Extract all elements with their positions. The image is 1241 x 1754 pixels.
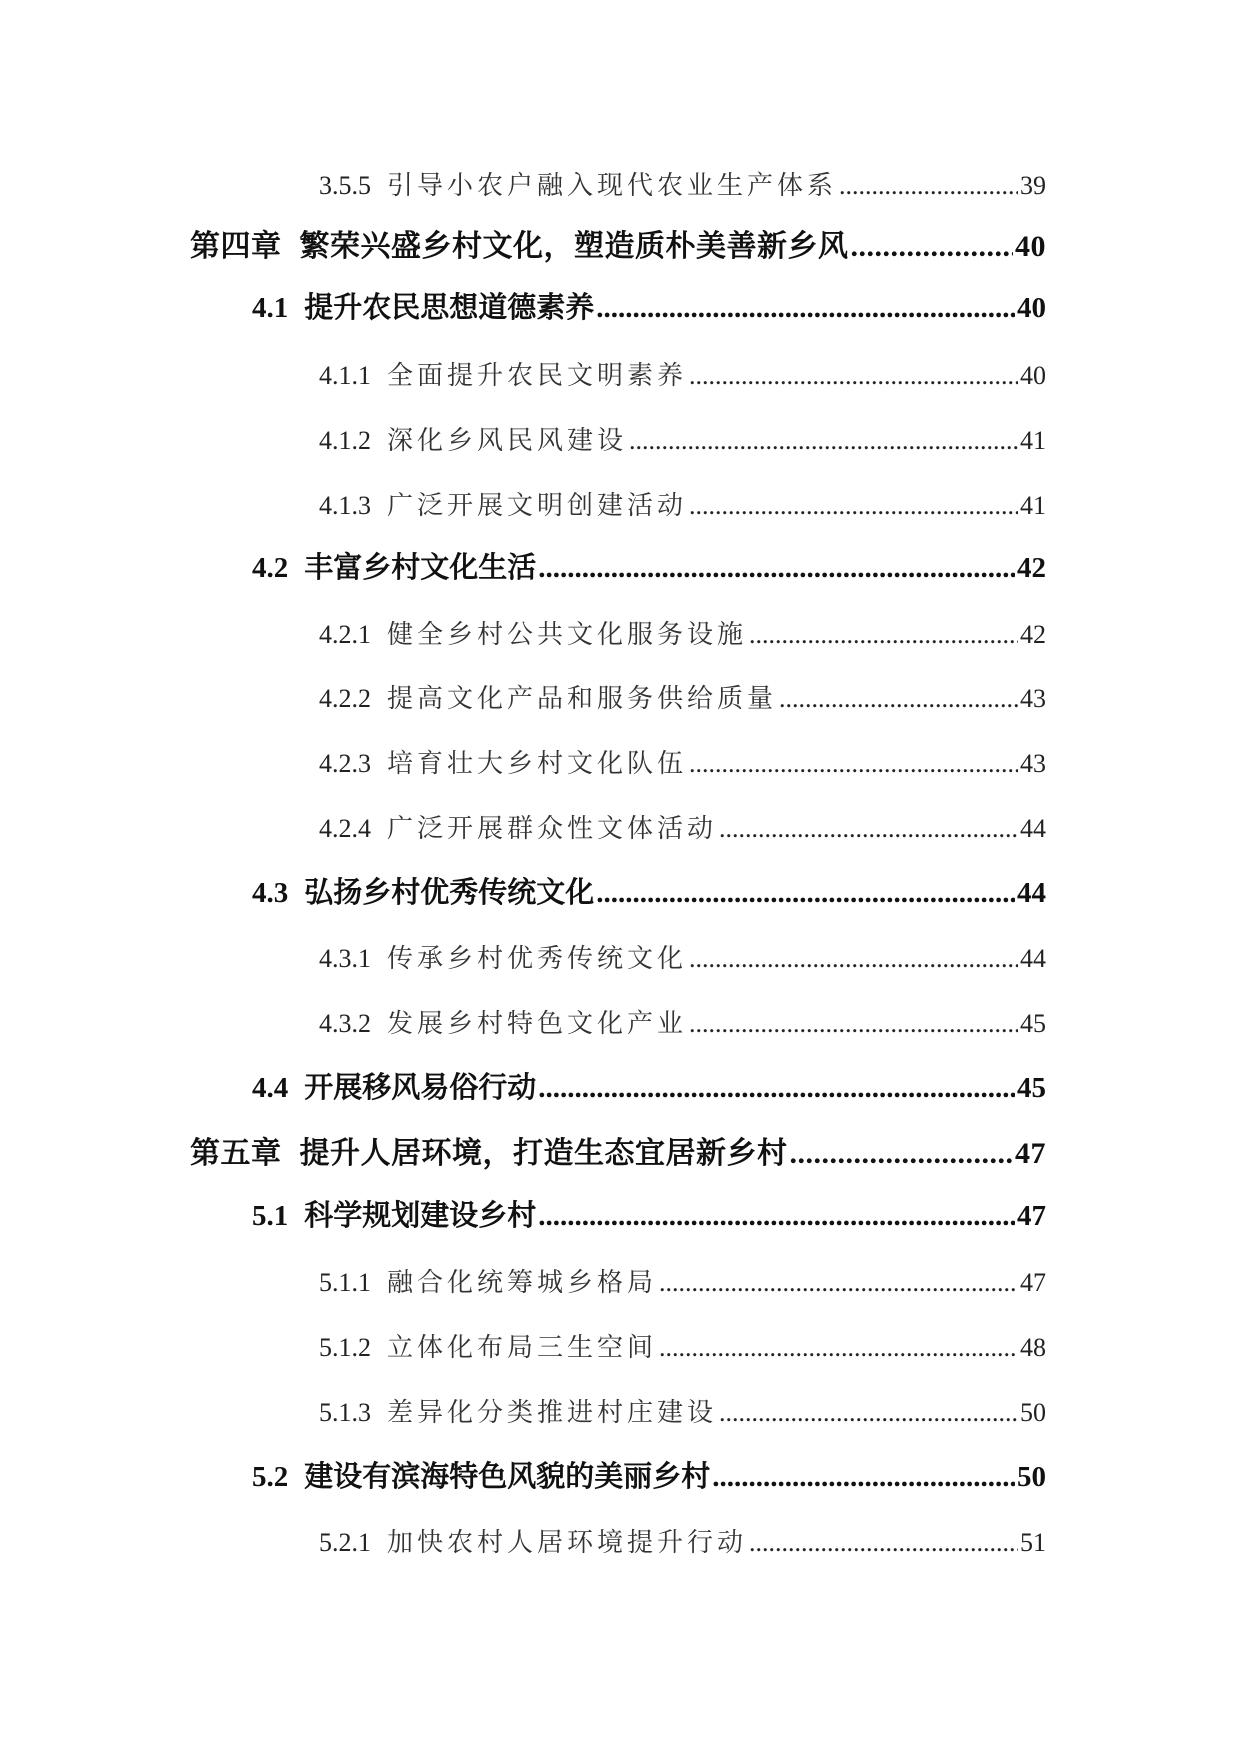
entry-number: 第四章 xyxy=(190,229,282,264)
entry-number: 4.1.1 xyxy=(319,361,371,390)
entry-page-number: 42 xyxy=(1020,620,1046,649)
entry-number: 4.2.3 xyxy=(319,749,371,778)
entry-page-number: 50 xyxy=(1017,1461,1046,1493)
toc-entry-4-2-4[interactable] xyxy=(319,808,1046,845)
entry-title: 提升农民思想道德素养 xyxy=(304,290,595,324)
dot-leader xyxy=(749,1528,1018,1558)
toc-entry-4-3-2[interactable] xyxy=(319,1003,1046,1040)
entry-page-number: 45 xyxy=(1017,1072,1046,1104)
entry-number: 4.1 xyxy=(252,292,289,324)
entry-title: 科学规划建设乡村 xyxy=(304,1198,537,1232)
entry-page-number: 44 xyxy=(1020,814,1046,843)
toc-entry-4-3-1[interactable] xyxy=(319,938,1046,975)
toc-entry-4-1-1[interactable] xyxy=(319,355,1046,392)
entry-title: 弘扬乡村优秀传统文化 xyxy=(304,875,595,909)
entry-number: 4.2 xyxy=(252,552,289,584)
entry-page-number: 42 xyxy=(1017,552,1046,584)
entry-page-number: 44 xyxy=(1017,877,1046,909)
entry-number: 5.1 xyxy=(252,1200,289,1232)
dot-leader xyxy=(719,814,1018,844)
dot-leader xyxy=(719,1398,1018,1428)
entry-title: 引导小农户融入现代农业生产体系 xyxy=(387,171,838,201)
dot-leader xyxy=(790,1137,1014,1171)
toc-entry-4-2[interactable] xyxy=(252,545,1046,586)
entry-page-number: 47 xyxy=(1015,1137,1046,1170)
dot-leader xyxy=(689,361,1018,391)
entry-title: 融合化统筹城乡格局 xyxy=(387,1268,658,1298)
entry-page-number: 47 xyxy=(1017,1200,1046,1232)
entry-number: 5.2.1 xyxy=(319,1528,371,1557)
dot-leader xyxy=(851,230,1014,264)
entry-title: 提升人居环境，打造生态宜居新乡村 xyxy=(299,1136,788,1171)
entry-number: 4.2.2 xyxy=(319,684,371,713)
toc-entry-4-4[interactable] xyxy=(252,1065,1046,1106)
entry-number: 5.1.3 xyxy=(319,1398,371,1427)
dot-leader xyxy=(839,171,1018,201)
toc-entry-4-1-3[interactable] xyxy=(319,485,1046,522)
toc-entry-4-2-2[interactable] xyxy=(319,678,1046,715)
entry-page-number: 39 xyxy=(1020,171,1046,200)
entry-title: 立体化布局三生空间 xyxy=(387,1333,658,1363)
entry-page-number: 40 xyxy=(1017,292,1046,324)
dot-leader xyxy=(689,749,1018,779)
toc-entry-5-1[interactable] xyxy=(252,1193,1046,1234)
entry-number: 4.2.4 xyxy=(319,814,371,843)
dot-leader xyxy=(629,426,1018,456)
entry-title: 培育壮大乡村文化队伍 xyxy=(387,749,688,779)
entry-page-number: 41 xyxy=(1020,426,1046,455)
dot-leader xyxy=(596,877,1015,910)
toc-entry-5-1-1[interactable] xyxy=(319,1262,1046,1299)
entry-number: 4.3.2 xyxy=(319,1009,371,1038)
entry-title: 广泛开展群众性文体活动 xyxy=(387,814,718,844)
entry-number: 4.1.3 xyxy=(319,491,371,520)
dot-leader xyxy=(689,944,1018,974)
entry-number: 第五章 xyxy=(190,1136,282,1171)
entry-page-number: 40 xyxy=(1015,230,1046,263)
entry-title: 差异化分类推进村庄建设 xyxy=(387,1398,718,1428)
toc-entry-4-1-2[interactable] xyxy=(319,420,1046,457)
entry-number: 5.2 xyxy=(252,1461,289,1493)
entry-page-number: 41 xyxy=(1020,491,1046,520)
entry-page-number: 44 xyxy=(1020,944,1046,973)
entry-number: 5.1.2 xyxy=(319,1333,371,1362)
dot-leader xyxy=(689,491,1018,521)
entry-number: 4.3.1 xyxy=(319,944,371,973)
toc-entry-chapter-5[interactable] xyxy=(190,1128,1046,1172)
dot-leader xyxy=(538,552,1015,585)
entry-title: 丰富乡村文化生活 xyxy=(304,550,537,584)
toc-entry-5-2-1[interactable] xyxy=(319,1522,1046,1559)
entry-number: 5.1.1 xyxy=(319,1268,371,1297)
entry-page-number: 48 xyxy=(1020,1333,1046,1362)
entry-page-number: 50 xyxy=(1020,1398,1046,1427)
toc-entry-4-2-1[interactable] xyxy=(319,614,1046,651)
toc-entry-chapter-4[interactable] xyxy=(190,221,1046,265)
entry-page-number: 43 xyxy=(1020,749,1046,778)
dot-leader xyxy=(689,1009,1018,1039)
dot-leader xyxy=(596,292,1015,325)
entry-title: 全面提升农民文明素养 xyxy=(387,361,688,391)
dot-leader xyxy=(538,1072,1015,1105)
toc-entry-4-2-3[interactable] xyxy=(319,743,1046,780)
toc-entry-4-1[interactable] xyxy=(252,285,1046,326)
entry-title: 健全乡村公共文化服务设施 xyxy=(387,620,748,650)
dot-leader xyxy=(538,1200,1015,1233)
entry-title: 发展乡村特色文化产业 xyxy=(387,1009,688,1039)
entry-title: 建设有滨海特色风貌的美丽乡村 xyxy=(304,1459,711,1493)
entry-number: 4.1.2 xyxy=(319,426,371,455)
entry-page-number: 43 xyxy=(1020,684,1046,713)
toc-entry-4-3[interactable] xyxy=(252,870,1046,911)
entry-number: 3.5.5 xyxy=(319,171,371,200)
dot-leader xyxy=(749,620,1018,650)
dot-leader xyxy=(779,684,1018,714)
entry-title: 提高文化产品和服务供给质量 xyxy=(387,684,778,714)
entry-title: 繁荣兴盛乡村文化，塑造质朴美善新乡风 xyxy=(299,229,849,264)
dot-leader xyxy=(712,1461,1015,1494)
entry-page-number: 40 xyxy=(1020,361,1046,390)
entry-page-number: 47 xyxy=(1020,1268,1046,1297)
entry-title: 深化乡风民风建设 xyxy=(387,426,628,456)
dot-leader xyxy=(659,1268,1018,1298)
dot-leader xyxy=(659,1333,1018,1363)
entry-title: 加快农村人居环境提升行动 xyxy=(387,1528,748,1558)
entry-page-number: 51 xyxy=(1020,1528,1046,1557)
entry-title: 广泛开展文明创建活动 xyxy=(387,491,688,521)
entry-page-number: 45 xyxy=(1020,1009,1046,1038)
entry-number: 4.4 xyxy=(252,1072,289,1104)
toc-entry-5-2[interactable] xyxy=(252,1454,1046,1495)
entry-title: 传承乡村优秀传统文化 xyxy=(387,944,688,974)
toc-entry-5-1-2[interactable] xyxy=(319,1327,1046,1364)
entry-number: 4.3 xyxy=(252,877,289,909)
entry-title: 开展移风易俗行动 xyxy=(304,1070,537,1104)
entry-number: 4.2.1 xyxy=(319,620,371,649)
toc-entry-5-1-3[interactable] xyxy=(319,1392,1046,1429)
toc-entry-3-5-5[interactable] xyxy=(319,165,1046,202)
